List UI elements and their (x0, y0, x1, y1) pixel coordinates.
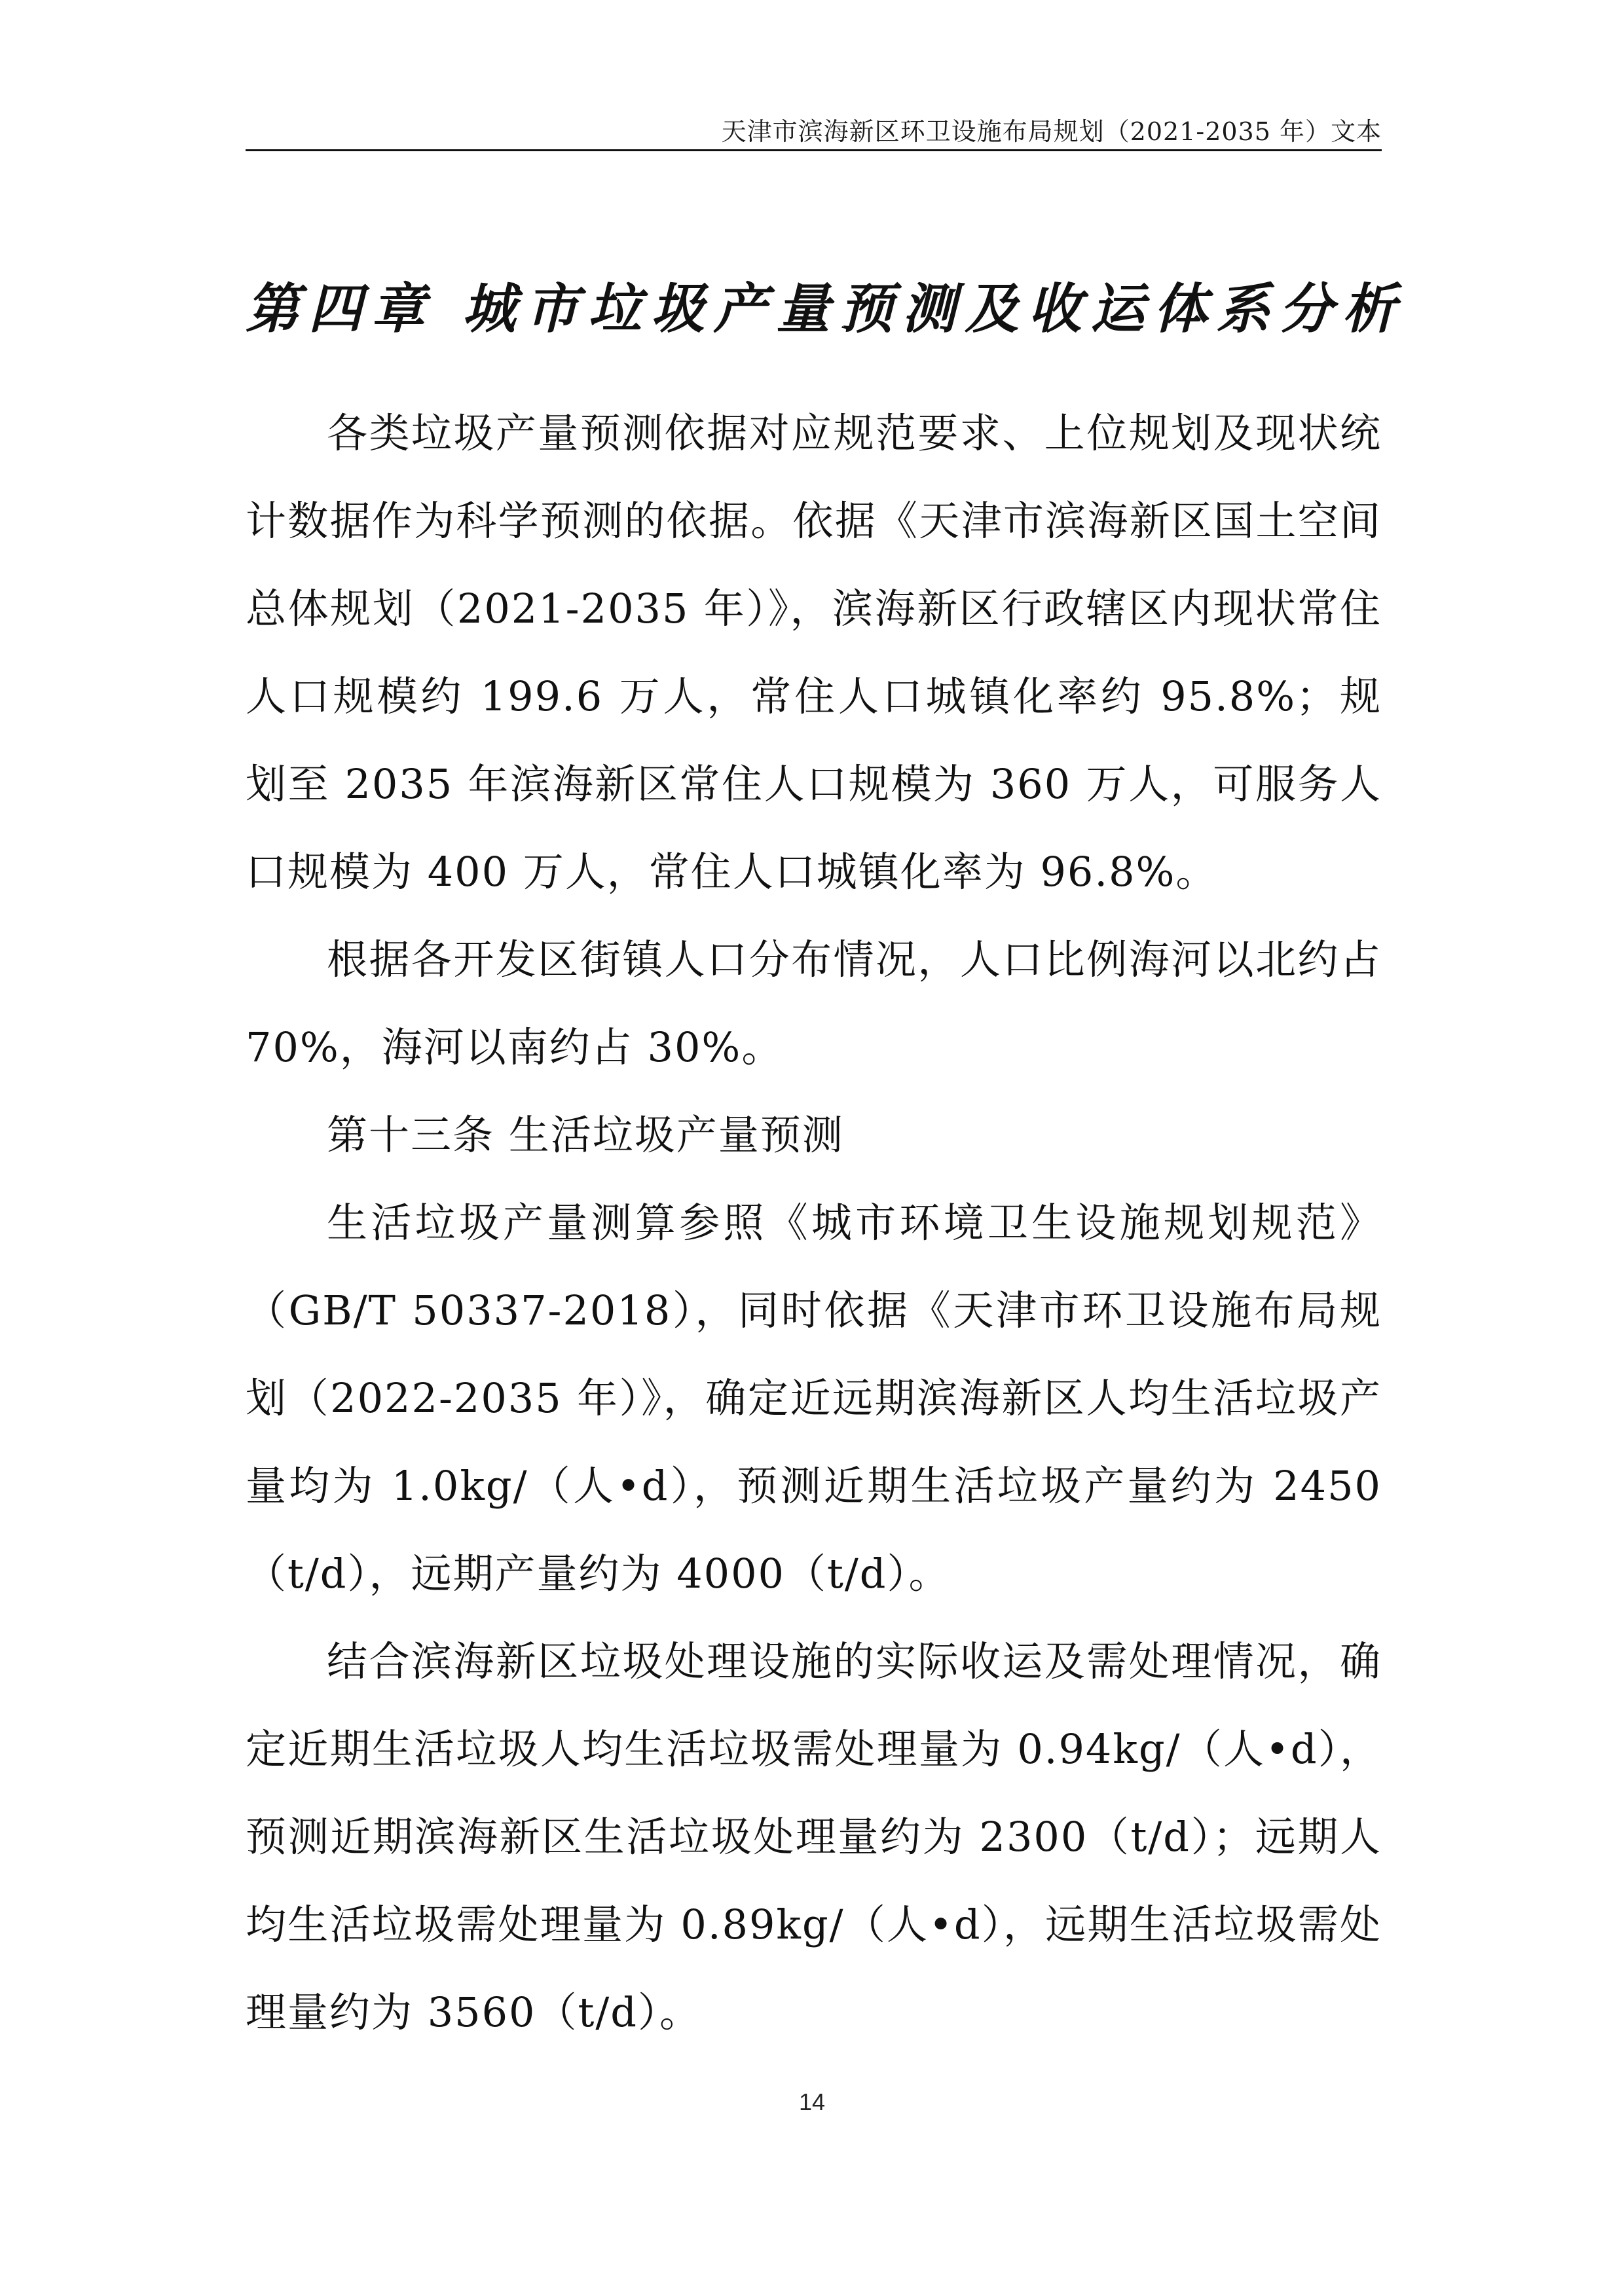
paragraph-population-distribution: 根据各开发区街镇人口分布情况，人口比例海河以北约占 70%，海河以南约占 30%。 (246, 936, 1382, 1071)
body-text (246, 390, 1382, 2056)
paragraph-population-forecast: 各类垃圾产量预测依据对应规范要求、上位规划及现状统计数据作为科学预测的依据。依据《天津市滨海新区国土空间总体规划（2021-2035 年）》，滨海新区行政辖区内现状常住人口规模约 199.6 万人，常住人口城镇化率约 95.8%；规划至 2035 年滨海新区常住人口规模为 360 万人，可服务人口规模为 400 万人，常住人口城镇化率为 96.8%。 (246, 409, 1382, 896)
header-divider (246, 149, 1382, 151)
paragraph-waste-treatment: 结合滨海新区垃圾处理设施的实际收运及需处理情况，确定近期生活垃圾人均生活垃圾需处理量为 0.94kg/（人•d），预测近期滨海新区生活垃圾处理量约为 2300（t/d）；远期人均生活垃圾需处理量为 0.89kg/（人•d），远期生活垃圾需处理量约为 3560（t/d）。 (246, 1637, 1382, 2036)
paragraph-waste-generation: 生活垃圾产量测算参照《城市环境卫生设施规划规范》（GB/T 50337-2018），同时依据《天津市环卫设施布局规划（2022-2035 年）》，确定近远期滨海新区人均生活垃圾产量均为 1.0kg/（人•d），预测近期生活垃圾产量约为 2450（t/d），远期产量约为 4000（t/d）。 (246, 1199, 1382, 1597)
page-number: 14 (798, 2088, 826, 2115)
running-header: 天津市滨海新区环卫设施布局规划（2021-2035 年）文本 (721, 117, 1382, 146)
chapter-title: 第四章 城市垃圾产量预测及收运体系分析 (246, 277, 1405, 340)
article-heading: 第十三条 生活垃圾产量预测 (327, 1111, 844, 1159)
